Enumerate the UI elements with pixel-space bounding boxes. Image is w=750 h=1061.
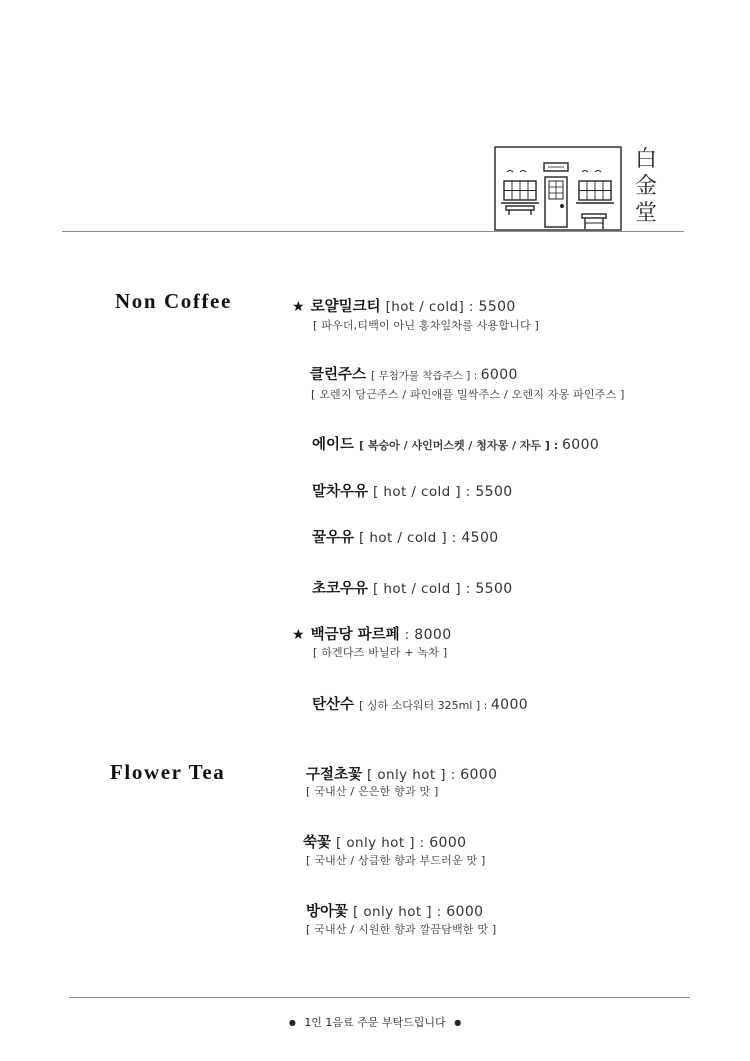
menu-item-description: [ 오렌지 당근주스 / 파인애플 밀싹주스 / 오렌지 자몽 파인주스 ] [311,388,625,401]
menu-item-description: [ 국내산 / 시원한 향과 깔끔담백한 맛 ] [306,923,497,936]
menu-item-description: [ 국내산 / 은은한 향과 맛 ] [306,785,439,798]
menu-item-name: 백금당 파르페 [310,627,400,643]
footer-note [0,1014,750,1030]
star-icon: ★ [292,299,305,315]
menu-item-name: 구절초꽃 [306,767,363,783]
menu-item-description: [ 국내산 / 상큼한 향과 부드러운 맛 ] [306,854,486,867]
menu-item-name: 탄산수 [312,697,355,713]
menu-item-banga [306,900,483,921]
footer-note-text: 1인 1음료 주문 부탁드립니다 [304,1016,446,1029]
menu-item-name: 로얄밀크티 [310,299,381,315]
logo-char: 白 [634,147,657,172]
menu-item-description: [ 파우더,티백이 아닌 홍차잎차를 사용합니다 ] [313,319,540,332]
menu-item-sparkling-water [312,693,528,714]
menu-item-price: 5500 [475,484,513,500]
menu-item-parfait [292,623,452,644]
menu-item-options: : [404,627,415,643]
menu-item-royal-milk-tea [292,295,516,316]
logo-wordmark [631,146,661,227]
menu-item-name: 방아꽃 [306,904,349,920]
menu-item-price: 6000 [460,767,498,783]
menu-item-name: 초코우유 [312,581,369,597]
menu-item-options: [ only hot ] : [336,835,430,851]
menu-item-price: 5500 [475,581,513,597]
menu-item-choco-milk [312,577,513,598]
menu-item-name: 꿀우유 [312,530,355,546]
menu-item-options: [ only hot ] : [353,904,447,920]
menu-item-ssuk [303,831,466,852]
header-divider [62,231,684,232]
bullet-icon: ● [288,1018,296,1027]
logo-char: 金 [634,174,657,199]
menu-item-price: 5500 [478,299,516,315]
menu-item-honey-milk [312,526,499,547]
section-title-non-coffee: Non Coffee [115,289,232,313]
menu-item-name: 말차우유 [312,484,369,500]
menu-item-price: 6000 [429,835,467,851]
menu-item-price: 6000 [446,904,484,920]
menu-item-options: [ only hot ] : [367,767,461,783]
menu-item-clean-juice [310,363,518,384]
logo-char: 堂 [634,201,657,226]
menu-item-options: [ 싱하 소다워터 325ml ] : [359,699,491,712]
menu-item-name: 클린주스 [310,367,367,383]
menu-item-description: [ 하겐다즈 바닐라 + 녹차 ] [313,646,448,659]
menu-item-price: 6000 [480,367,518,383]
menu-item-options: [ 무첨가물 착즙주스 ] : [371,370,481,382]
menu-item-price: 6000 [561,437,600,453]
menu-item-price: 8000 [414,627,452,643]
footer-divider [69,997,690,998]
menu-item-gujeolcho [306,763,497,784]
bullet-icon: ● [454,1018,462,1027]
menu-item-name: 에이드 [312,437,355,453]
menu-item-options: [ hot / cold ] : [373,581,476,597]
menu-item-matcha-milk [312,480,513,501]
menu-item-price: 4000 [490,697,529,713]
star-icon: ★ [292,627,305,643]
menu-item-options: [ hot / cold ] : [359,530,462,546]
cafe-storefront-icon [494,146,624,232]
menu-item-options: [ hot / cold ] : [373,484,476,500]
menu-item-name: 쑥꽃 [303,835,332,851]
menu-item-price: 4500 [461,530,499,546]
menu-item-options: [hot / cold] : [385,299,479,315]
menu-item-options: [ 복숭아 / 샤인머스켓 / 청자몽 / 자두 ] : [359,439,562,452]
menu-item-ade [312,433,599,454]
section-title-flower-tea: Flower Tea [110,760,226,784]
